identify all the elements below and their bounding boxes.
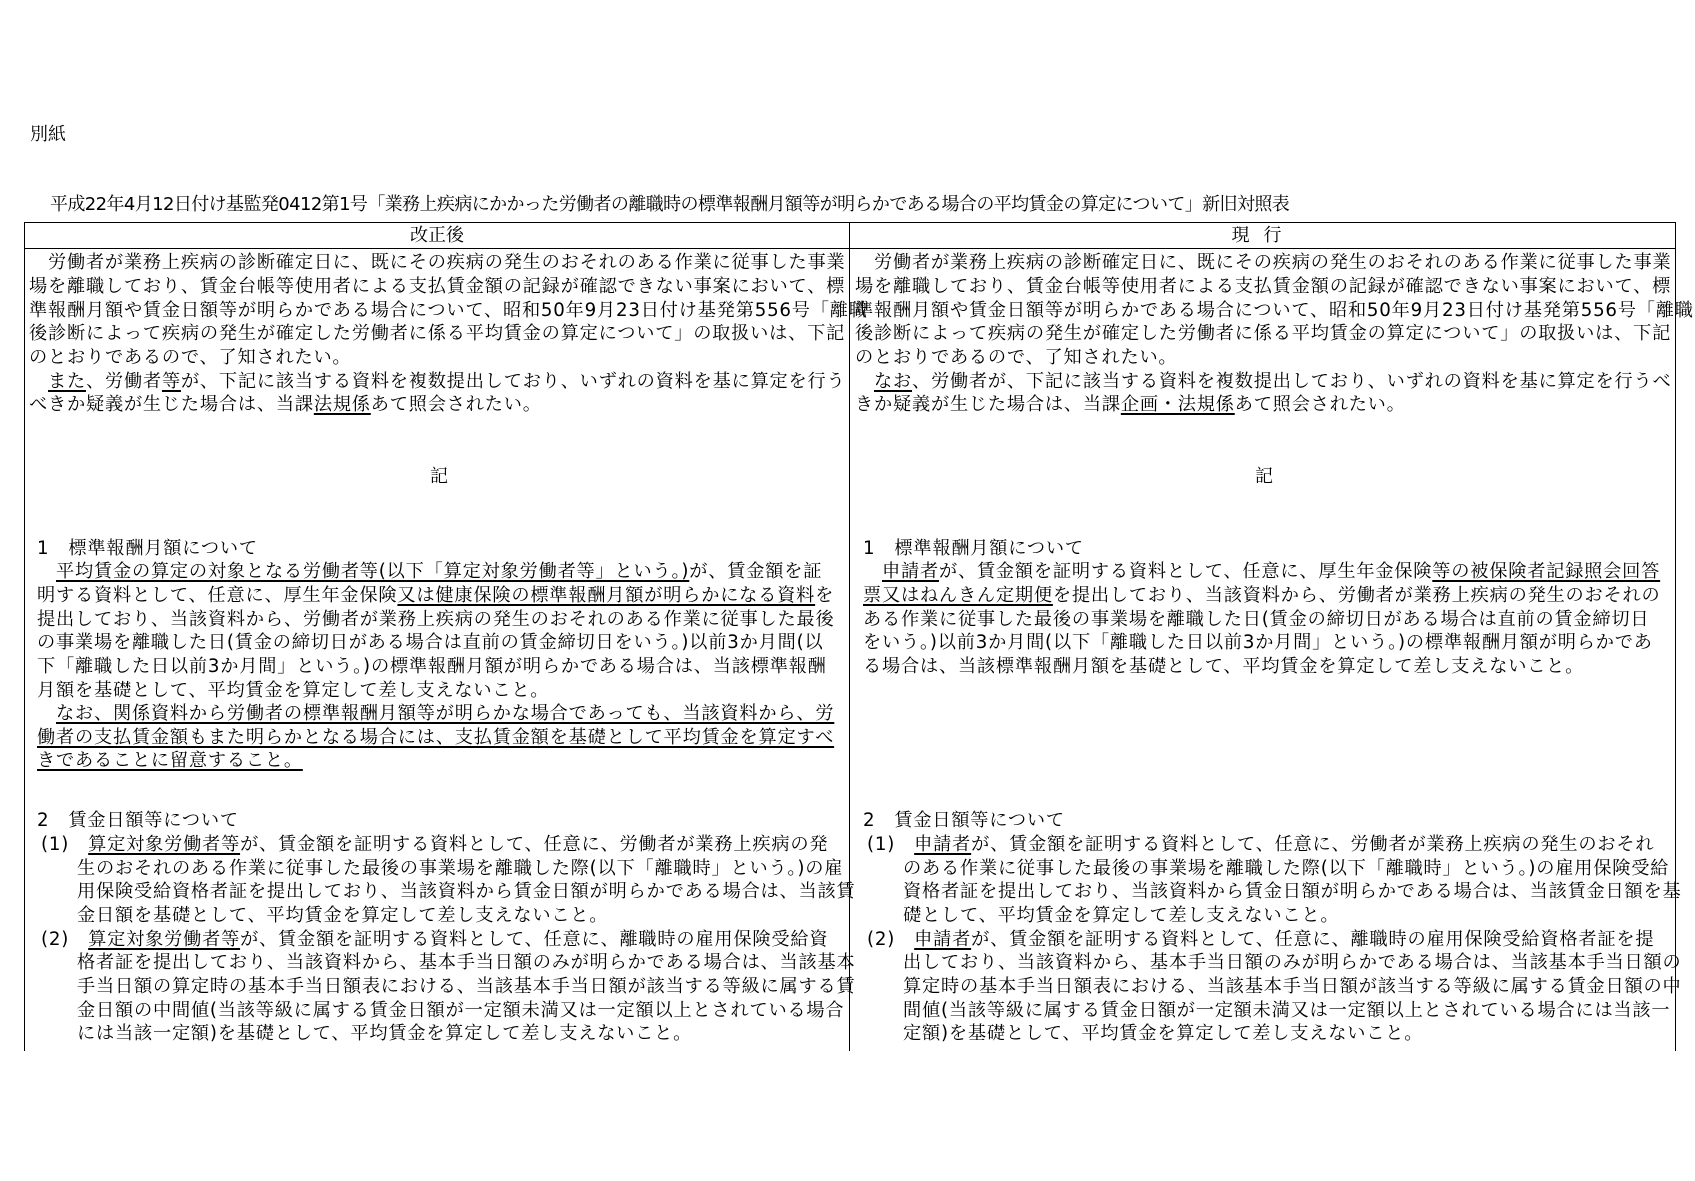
amended-text: 企画・法規係 [1120,394,1235,415]
text-segment: 2 賃金日額等について [863,810,1065,831]
table-header-row [25,223,1675,249]
text-segment: 、労働者 [85,371,162,392]
text-line [855,275,1671,299]
text-segment: 2 賃金日額等について [37,810,239,831]
text-segment: る場合は、当該標準報酬月額を基礎として、平均賃金を算定して差し支えないこと。 [863,656,1585,677]
revised-column [29,249,868,1051]
text-segment: が、賃金額を証 [689,561,823,582]
text-segment [37,561,56,582]
ki-heading: 記 [430,466,448,487]
text-segment: 下「離職した日以前3か月間」という。)の標準報酬月額が明らかである場合は、当該標準報酬 [37,656,827,677]
text-segment: のとおりであるので、了知されたい。 [855,347,1178,368]
text-line [29,275,845,299]
amended-text: 働者の支払賃金額もまた明らかとなる場合には、支払賃金額を基礎として平均賃金を算定すべ [37,727,835,748]
text-segment: きか疑義が生じた場合は、当課 [855,394,1121,415]
amended-text: 申請者 [914,929,972,950]
header-current: 現行 [1231,225,1296,246]
text-line [37,584,834,608]
text-segment: ある作業に従事した最後の事業場を離職した日(賃金の締切日がある場合は直前の賃金締切日 [863,609,1650,630]
text-line [37,749,303,773]
text-line [29,251,845,275]
text-line [903,857,1669,881]
attachment-label: 別紙 [30,124,66,145]
text-line [37,726,834,750]
amended-text: きであることに留意すること。 [37,750,303,771]
text-segment: の事業場を離職した日(賃金の締切日がある場合は直前の賃金締切日をいう。)以前3か月間(以 [37,632,824,653]
amended-text: 平均賃金の算定の対象となる労働者等(以下「算定対象労働者等」という。) [56,561,690,582]
text-segment: (1) [867,834,915,855]
text-segment: を提出しており、当該資料から、労働者が業務上疾病の発生のおそれの [1052,585,1661,606]
text-segment: が、賃金額を証明する資料として、任意に、離職時の雇用保険受給資格者証を提 [971,929,1655,950]
amended-text: 法規係 [313,394,371,415]
text-line [855,251,1671,275]
text-segment: 用保険受給資格者証を提出しており、当該資料から賃金日額が明らかである場合は、当該賃 [77,881,856,902]
text-segment: あて照会されたい。 [1234,394,1406,415]
text-segment: 提出しており、当該資料から、労働者が業務上疾病の発生のおそれのある作業に従事した最後 [37,609,835,630]
text-segment: 礎として、平均賃金を算定して差し支えないこと。 [903,905,1340,926]
text-segment: 格者証を提出しており、当該資料から、基本手当日額のみが明らかである場合は、当該基本 [77,952,856,973]
text-segment: が、賃金額を証明する資料として、任意に、厚生年金保険 [938,561,1433,582]
current-column [855,249,1694,1051]
text-line [41,833,828,857]
text-line [863,584,1661,608]
text-segment: 労働者が業務上疾病の診断確定日に、既にその疾病の発生のおそれのある作業に従事した事業 [29,252,846,273]
text-line [867,928,1654,952]
text-segment: 間値(当該等級に属する賃金日額が一定額未満又は一定額以上とされている場合には当該一 [903,1000,1671,1021]
text-segment [37,703,56,724]
text-segment: のとおりであるので、了知されたい。 [29,347,352,368]
text-segment: 金日額の中間値(当該等級に属する賃金日額が一定額未満又は一定額以上とされている場合 [77,1000,845,1021]
text-segment: が、下記に該当する資料を複数提出しており、いずれの資料を基に算定を行う [180,371,846,392]
column-divider [849,223,850,1051]
text-line [903,880,1682,904]
text-segment: 資格者証を提出しており、当該資料から賃金日額が明らかである場合は、当該賃金日額を基 [903,881,1682,902]
text-segment: 手当日額の算定時の基本手当日額表における、当該基本手当日額が該当する等級に属する賃 [77,976,856,997]
amended-text: 又は健康保険の標準報酬月額が明らかになる資料 [397,585,816,606]
text-line [37,608,834,632]
text-segment: べきか疑義が生じた場合は、当課 [29,394,314,415]
text-line [41,928,828,952]
text-segment: 金日額を基礎として、平均賃金を算定して差し支えないこと。 [77,905,609,926]
text-line [29,393,542,417]
text-line [77,999,844,1023]
text-segment: 出しており、当該資料から、基本手当日額のみが明らかである場合は、当該基本手当日額の [903,952,1682,973]
text-segment: 、労働者が、下記に該当する資料を複数提出しており、いずれの資料を基に算定を行うべ [911,371,1672,392]
text-line [29,346,351,370]
text-line [863,809,1065,833]
text-line [77,904,608,928]
text-segment: が、賃金額を証明する資料として、任意に、労働者が業務上疾病の発 [240,834,829,855]
text-segment: 定額)を基礎として、平均賃金を算定して差し支えないこと。 [903,1023,1424,1044]
text-line [903,904,1339,928]
text-segment: (2) [867,929,915,950]
text-line [37,631,823,655]
text-segment: 後診断によって疾病の発生が確定した労働者に係る平均賃金の算定について」の取扱いは、下記 [855,323,1672,344]
amended-text: また [48,371,86,392]
document-title: 平成22年4月12日付け基監発0412第1号「業務上疾病にかかった労働者の離職時の標準報酬月額等が明らかである場合の平均賃金の算定について」新旧対照表 [50,194,1290,215]
text-line [29,299,868,323]
text-segment: (1) [41,834,89,855]
text-line [77,880,856,904]
text-line [37,679,549,703]
text-line [863,655,1584,679]
amended-text: 申請者 [914,834,972,855]
text-segment: 月額を基礎として、平均賃金を算定して差し支えないこと。 [37,680,550,701]
text-line [77,951,856,975]
text-segment [855,371,874,392]
text-line [77,857,843,881]
amended-text: 算定対象労働者等 [88,834,241,855]
amended-text: 等 [161,371,181,392]
text-segment: 労働者が業務上疾病の診断確定日に、既にその疾病の発生のおそれのある作業に従事した事業 [855,252,1672,273]
text-line [37,809,239,833]
amended-text: なお、関係資料から労働者の標準報酬月額等が明らかな場合であっても、当該資料から、労 [56,703,835,724]
text-line [77,1022,692,1046]
amended-text: 算定対象労働者等 [88,929,241,950]
text-line [863,560,1660,584]
text-line [903,999,1670,1023]
text-segment: 1 標準報酬月額について [37,538,258,559]
text-line [29,370,846,394]
text-line [77,975,856,999]
header-revised: 改正後 [410,225,464,246]
text-line [855,393,1406,417]
text-segment: あて照会されたい。 [370,394,542,415]
comparison-table [24,222,1694,1051]
text-segment: 算定時の基本手当日額表における、当該基本手当日額が該当する等級に属する賃金日額の中 [903,976,1682,997]
text-segment: 準報酬月額や賃金日額等が明らかである場合について、昭和50年9月23日付け基発第556号「離職 [855,300,1694,321]
text-segment: (2) [41,929,89,950]
text-line [855,370,1672,394]
text-segment: をいう。)以前3か月間(以下「離職した日以前3か月間」という。)の標準報酬月額が明らかであ [863,632,1653,653]
amended-text: なお [874,371,912,392]
text-line [863,537,1084,561]
text-segment: 生のおそれのある作業に従事した最後の事業場を離職した際(以下「離職時」という。)の雇 [77,858,844,879]
text-segment [29,371,48,392]
text-line [37,560,822,584]
text-line [855,322,1671,346]
amended-text: 票又はねんきん定期便 [863,585,1053,606]
text-line [855,299,1694,323]
text-line [903,975,1682,999]
text-line [37,537,258,561]
text-segment: 場を離職しており、賃金台帳等使用者による支払賃金額の記録が確認できない事案において、標 [855,276,1672,297]
text-segment [863,561,882,582]
text-segment: 後診断によって疾病の発生が確定した労働者に係る平均賃金の算定について」の取扱いは、下記 [29,323,846,344]
text-segment: を [815,585,835,606]
text-segment: には当該一定額)を基礎として、平均賃金を算定して差し支えないこと。 [77,1023,693,1044]
text-line [903,951,1682,975]
text-segment: 明する資料として、任意に、厚生年金保険 [37,585,398,606]
text-line [37,702,834,726]
text-segment: が、賃金額を証明する資料として、任意に、離職時の雇用保険受給資 [240,929,829,950]
text-segment: 準報酬月額や賃金日額等が明らかである場合について、昭和50年9月23日付け基発第556号「離職 [29,300,868,321]
text-segment: のある作業に従事した最後の事業場を離職した際(以下「離職時」という。)の雇用保険受給 [903,858,1670,879]
text-segment: 場を離職しており、賃金台帳等使用者による支払賃金額の記録が確認できない事案において、標 [29,276,846,297]
text-line [867,833,1654,857]
text-line [37,655,827,679]
ki-heading: 記 [1255,466,1273,487]
amended-text: 等の被保険者記録照会回答 [1432,561,1661,582]
text-line [863,631,1653,655]
text-line [855,346,1177,370]
text-line [903,1022,1423,1046]
amended-text: 申請者 [882,561,939,582]
text-segment: が、賃金額を証明する資料として、任意に、労働者が業務上疾病の発生のおそれ [971,834,1655,855]
text-line [863,608,1649,632]
text-line [29,322,845,346]
text-segment: 1 標準報酬月額について [863,538,1084,559]
